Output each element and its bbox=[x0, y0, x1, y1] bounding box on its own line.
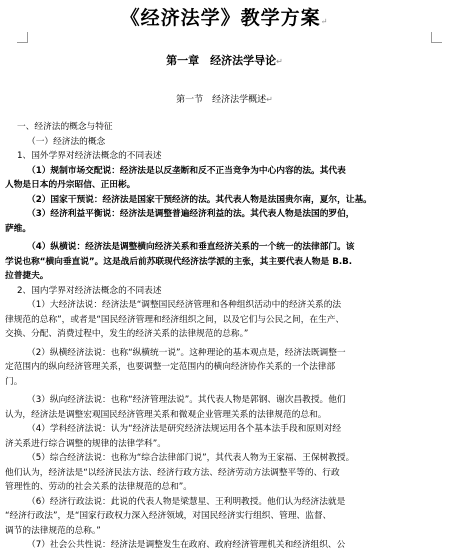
body-text-line bbox=[5, 495, 442, 510]
body-text-line bbox=[5, 480, 442, 495]
body-text: 定范围内的纵向经济管理关系，也要调整一定范围内的横向经济协作关系的一个法律部 bbox=[5, 362, 336, 372]
body-text: 人物是日本的丹宗昭信、正田彬。 bbox=[5, 180, 136, 190]
body-text-line bbox=[5, 466, 442, 481]
body-text: 认为，经济法是调整宏观国民经济管理关系和微观企业管理关系的法律规范的总和。 bbox=[5, 409, 327, 420]
body-text: （2）国家干预说：经济法是国家干预经济的法。其代表人物是法国贵尔南，夏尔，让基。 bbox=[27, 194, 372, 205]
body-text: 学说也称“横向垂直说”。这是战后前苏联现代经济法学派的主张，其主要代表人物是 B.B. bbox=[5, 256, 353, 267]
body-text: 他们认为，经济法是“以经济民法方法、经济行政方法、经济劳动方法调整平等的、行政 bbox=[5, 467, 340, 478]
body-text-line bbox=[5, 422, 442, 437]
body-text: （一）经济法的概念 bbox=[27, 136, 106, 147]
body-text-line bbox=[5, 149, 442, 164]
body-text-line bbox=[5, 313, 442, 328]
body-text: （3）纵向经济法说：也称“经济管理法说”。其代表人物是郭钢、谢次昌教授。他们 bbox=[27, 395, 346, 405]
body-text-line bbox=[5, 375, 442, 390]
body-text-line bbox=[5, 255, 442, 270]
body-text: （1）规制市场交配说：经济法是以反垄断和反不正当竞争为中心内容的法。其代表 bbox=[27, 165, 346, 176]
body-text: 济关系进行综合调整的规律的法律学科”。 bbox=[5, 438, 166, 449]
body-text-line bbox=[5, 524, 442, 539]
body-text-line bbox=[5, 178, 442, 193]
body-text-line bbox=[5, 120, 442, 135]
body-text-line bbox=[5, 437, 442, 452]
body-text-line bbox=[5, 193, 442, 208]
body-text: （5）综合经济法说：也称为“综合法律部门说”，其代表人物为王家福、王保树教授。 bbox=[27, 453, 355, 463]
body-text: 律规范的总称”，或者是“国民经济管理和经济组织之间，以及它们与公民之间，在生产、 bbox=[5, 314, 345, 325]
body-text: 调节的法律规范的总称。” bbox=[5, 525, 101, 536]
body-text-line bbox=[5, 298, 442, 313]
body-text: （2）纵横经济法说：也称“纵横统一说”。这种理论的基本观点是，经济法既调整一 bbox=[27, 347, 346, 358]
body-text-line bbox=[5, 164, 442, 179]
body-text-line bbox=[5, 346, 442, 361]
body-text: （3）经济利益平衡说：经济法是调整普遍经济利益的法。其代表人物是法国的罗伯， bbox=[27, 209, 355, 219]
body-text: （1）大经济法说：经济法是“调整国民经济管理和各种组织活动中的经济关系的法 bbox=[27, 300, 342, 310]
document-title-text: 《经济法学》教学方案 bbox=[120, 7, 321, 29]
paragraph-mark: ↵ bbox=[320, 17, 329, 26]
body-text: （7）社会公共性说：经济法是调整发生在政府、政府经济管理机关和经济组织、公 bbox=[27, 540, 346, 550]
body-text: 门。 bbox=[5, 376, 23, 387]
body-text: 1、国外学界对经济法概念的不同表述 bbox=[17, 151, 162, 161]
body-text: “经济行政法”，是“国家行政权力深入经济领域，对国民经济实行组织、管理、监督、 bbox=[5, 511, 332, 521]
body-text-line bbox=[5, 408, 442, 423]
paragraph-mark: ↵ bbox=[276, 57, 283, 66]
body-text-line bbox=[5, 135, 442, 150]
body-text: （4）纵横说：经济法是调整横向经济关系和垂直经济关系的一个统一的法律部门。该 bbox=[27, 242, 355, 252]
body-text-line bbox=[5, 393, 442, 408]
body-text-line bbox=[5, 207, 442, 222]
body-text-line bbox=[5, 222, 442, 237]
chapter-heading[interactable] bbox=[0, 53, 449, 70]
body-text-line bbox=[5, 269, 442, 284]
chapter-heading-text: 第一章 经济法学导论 bbox=[166, 54, 277, 67]
body-text-line bbox=[5, 240, 442, 255]
body-text-line bbox=[5, 451, 442, 466]
body-text: 一、经济法的概念与特征 bbox=[17, 122, 113, 132]
body-text-line bbox=[5, 509, 442, 524]
body-text-line bbox=[5, 327, 442, 342]
body-text-line bbox=[5, 538, 442, 553]
body-text: 拉普捷夫。 bbox=[5, 271, 49, 281]
body-text-line bbox=[5, 284, 442, 299]
section-heading[interactable] bbox=[0, 93, 449, 107]
paragraph-mark: ↵ bbox=[266, 95, 273, 104]
body-text: 交换、分配、消费过程中，发生的经济关系的法律规范的总称。” bbox=[5, 329, 249, 339]
body-text: （4）学科经济法说：认为“经济法是研究经济法规运用各个基本法手段和原则对经 bbox=[27, 424, 342, 434]
section-heading-text: 第一节 经济法学概述 bbox=[176, 95, 267, 105]
document-body[interactable] bbox=[5, 120, 442, 553]
body-text: （6）经济行政法说：此说的代表人物是梁慧星、王利明教授。他们认为经济法就是 bbox=[27, 496, 346, 507]
body-text-line bbox=[5, 360, 442, 375]
body-text: 萨维。 bbox=[5, 223, 32, 234]
document-title[interactable] bbox=[0, 4, 449, 36]
body-text: 2、国内学界对经济法概念的不同表述 bbox=[17, 285, 162, 296]
body-text: 管理性的、劳动的社会关系的法律规范的总和”。 bbox=[5, 482, 192, 492]
